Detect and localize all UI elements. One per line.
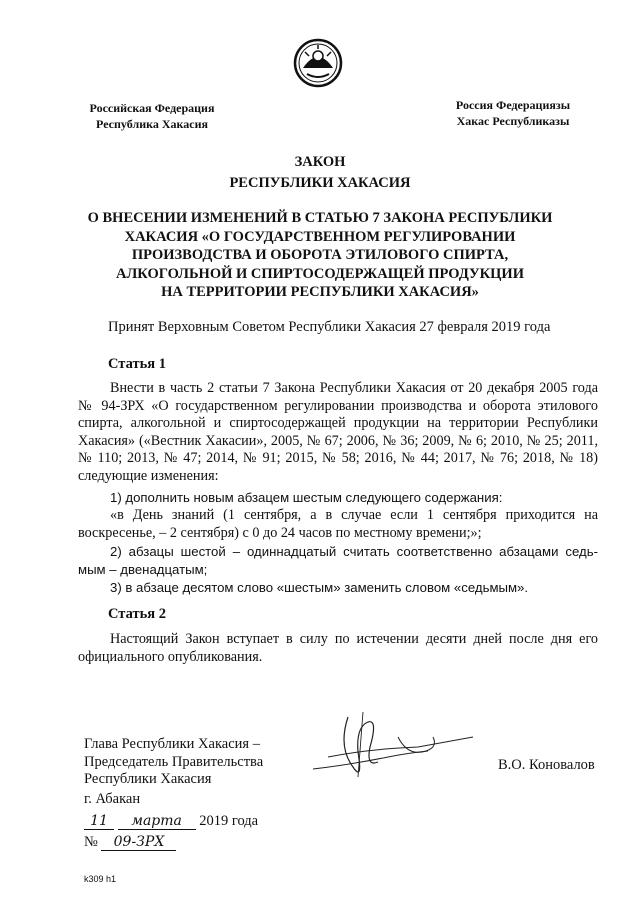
coat-of-arms-emblem [293,38,343,88]
signatory-title-line2: Председатель Правительства [84,753,264,770]
handwritten-signature [308,707,483,787]
article-1-intro: Внести в часть 2 статьи 7 Закона Республики Хакасия от 20 декабря 2005 года № 94-ЗРХ «О государственном регулировании производства и оборота этилового спирта, алкогольной и спиртосодержащей продукции на территории Республики Хакасия» («Вестник Хакасии», 2005, № 67; 2006, № 36; 2009, № 6; 2010, № 25; 2011, № 110; 2013, № 47; 2014, № 91; 2015, № 58; 2016, № 44; 2017, № 76; 2018, № 18) следующие изменения: [78,380,598,484]
doc-type-title: ЗАКОН [294,154,346,170]
subject-line: НА ТЕРРИТОРИИ РЕСПУБЛИКИ ХАКАСИЯ» [161,284,479,300]
signer-name: В.О. Коновалов [498,757,595,773]
header-right [448,97,578,129]
signing-date [84,813,258,830]
header-right-line2: Хакас Республиказы [456,114,570,128]
article-2-heading: Статья 2 [108,606,166,622]
article-1-item-2: 2) абзацы шестой – одиннадцатый считать соответственно абзацами седь-мым – двенадцатым; [78,544,598,577]
header-right-line1: Россия Федерациязы [455,98,571,112]
article-1-item-3: 3) в абзаце десятом слово «шестым» заменить словом «седьмым». [110,580,529,595]
number-prefix: № [84,834,98,850]
adoption-statement: Принят Верховным Советом Республики Хакасия 27 февраля 2019 года [108,319,551,335]
article-1-item-1: 1) дополнить новым абзацем шестым следующего содержания: [110,490,503,505]
subject-line: АЛКОГОЛЬНОЙ И СПИРТОСОДЕРЖАЩЕЙ ПРОДУКЦИИ [116,265,524,282]
header-left-line1: Российская Федерация [89,101,215,115]
article-2-text: Настоящий Закон вступает в силу по истечении десяти дней после дня его официального опубликования. [78,631,598,665]
number-value: 09-ЗРХ [101,834,176,851]
subject-line: ПРОИЗВОДСТВА И ОБОРОТА ЭТИЛОВОГО СПИРТА, [131,247,509,263]
signatory-title [84,736,304,789]
law-number [84,834,176,851]
subject-line: ХАКАСИЯ «О ГОСУДАРСТВЕННОМ РЕГУЛИРОВАНИИ [124,228,516,245]
header-left [72,100,232,132]
doc-issuer-title: РЕСПУБЛИКИ ХАКАСИЯ [229,175,411,191]
date-day: 11 [84,813,114,830]
law-subject [70,209,570,302]
place-of-signing: г. Абакан [84,791,141,807]
article-1-item-1-quote: «в День знаний (1 сентября, а в случае если 1 сентября приходится на воскресенье, – 2 сентября) с 0 до 24 часов по местному времени;»; [78,507,598,541]
signatory-title-line3: Республики Хакасия [84,771,212,787]
article-1-heading: Статья 1 [108,356,166,372]
header-left-line2: Республика Хакасия [96,117,208,131]
footer-code: k309 h1 [84,874,117,884]
signatory-title-line1: Глава Республики Хакасия – [84,736,260,752]
date-year: 2019 года [199,813,259,829]
date-month: марта [118,813,196,830]
subject-line: О ВНЕСЕНИИ ИЗМЕНЕНИЙ В СТАТЬЮ 7 ЗАКОНА РЕСПУБЛИКИ [87,210,553,226]
